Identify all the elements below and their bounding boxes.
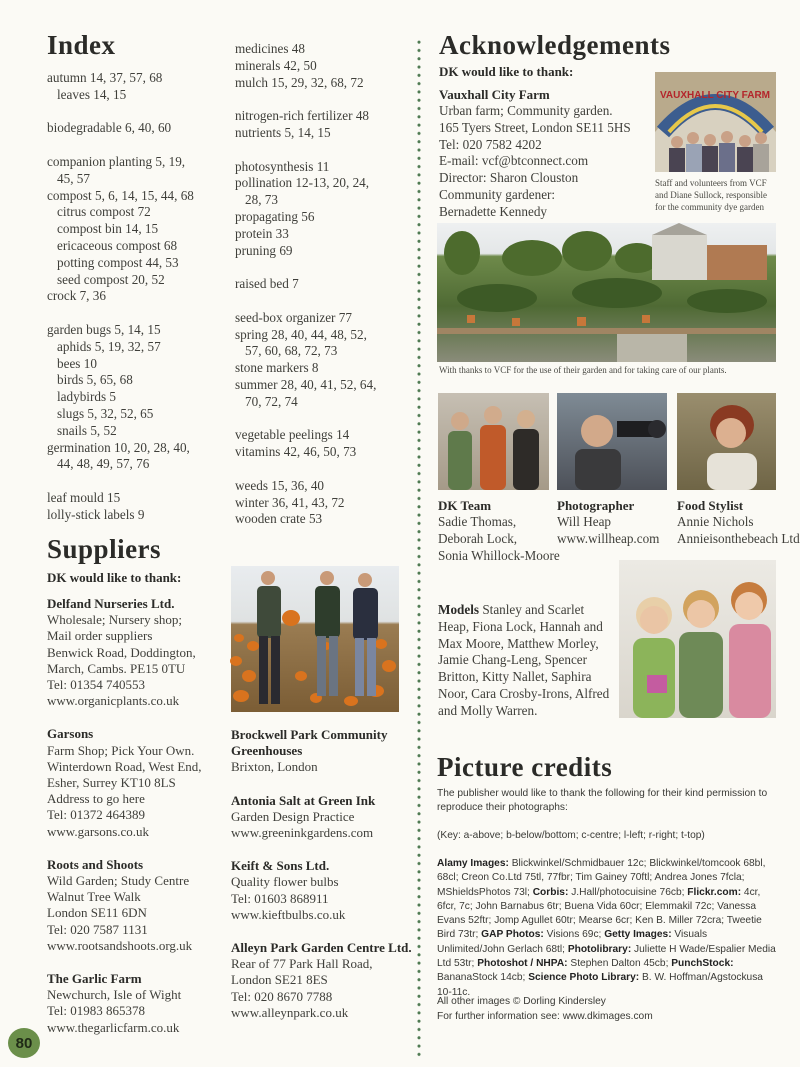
garden-photo-caption: With thanks to VCF for the use of their garden and for taking care of our plants.	[439, 365, 727, 375]
credit-text: B. W. Hoffman/Agstockusa 10-11c.	[437, 972, 763, 998]
supplier-entry	[231, 793, 413, 842]
supplier-name: Alleyn Park Garden Centre Ltd.	[231, 940, 412, 956]
credit-text: Visuals Unlimited/John Gerlach 68tl;	[437, 929, 708, 955]
food-stylist-detail: Annieisonthebeach Ltd	[677, 530, 800, 546]
supplier-detail: Tel: 020 8670 7788	[231, 988, 333, 1004]
credit-text: Juliette H Wade/Espalier Media Ltd 53tr;	[437, 943, 776, 970]
suppliers-right-column	[231, 727, 413, 1038]
index-entry: pruning 69	[235, 242, 293, 258]
supplier-detail: www.organicplants.co.uk	[47, 693, 180, 709]
dk-team-title: DK Team	[438, 498, 492, 513]
dk-team-credit	[438, 498, 560, 564]
index-column-2	[235, 41, 376, 528]
index-entry: medicines 48	[235, 41, 305, 56]
supplier-detail: Brixton, London	[231, 759, 318, 775]
index-spacer	[235, 259, 376, 276]
index-spacer	[235, 91, 376, 108]
index-spacer	[235, 142, 376, 159]
credit-source: Science Photo Library:	[528, 972, 640, 984]
index-entry: summer 28, 40, 41, 52, 64,	[235, 376, 377, 392]
supplier-name: Roots and Shoots	[47, 856, 144, 872]
dk-team-member: Sonia Whillock-Moore	[438, 547, 560, 563]
models-text: Stanley and Scarlet Heap, Fiona Lock, Hannah and Max Moore, Matthew Morley, Jamie Chang-Leng, Spencer Britton, Kitty Nallet, Saphira Noor, Cara Crosby-Irons, Alfred and Molly Warren.	[438, 602, 610, 718]
index-subentry: 44, 48, 49, 57, 76	[57, 456, 150, 472]
supplier-entry	[231, 858, 413, 923]
pumpkin-farm-photo	[231, 566, 399, 712]
credit-text: Blickwinkel/Schmidbauer 12c; Blickwinkel/tomcook 68bl, 68cl; Creon Co.Ltd 75tl, 77fbr; Tim Gainey 70ftl; Andrea Jones 7fcla; MShieldsPhotos 73l;	[437, 858, 766, 898]
supplier-detail: Address to go here	[47, 791, 145, 807]
vcf-detail-line: Urban farm; Community garden.	[439, 103, 613, 118]
supplier-detail: Tel: 020 7587 1131	[47, 921, 148, 937]
supplier-detail: Tel: 01983 865378	[47, 1003, 146, 1019]
supplier-entry	[231, 940, 413, 1021]
vcf-name: Vauxhall City Farm	[439, 87, 550, 102]
index-column-1	[47, 70, 194, 524]
suppliers-left-column	[47, 596, 227, 1053]
index-entry: germination 10, 20, 28, 40,	[47, 439, 190, 455]
supplier-detail: London SE21 8ES	[231, 972, 328, 988]
index-entry: pollination 12-13, 20, 24,	[235, 175, 370, 191]
credit-source: GAP Photos:	[481, 929, 544, 941]
credits-intro: The publisher would like to thank the following for their kind permission to reproduce their photographs:	[437, 788, 768, 814]
index-entry: propagating 56	[235, 208, 315, 224]
index-entry: lolly-stick labels 9	[47, 506, 145, 522]
credit-source: Corbis:	[532, 886, 569, 898]
index-entry: minerals 42, 50	[235, 57, 317, 73]
index-subentry: birds 5, 65, 68	[57, 372, 133, 388]
suppliers-thanks: DK would like to thank:	[47, 570, 182, 585]
vcf-photo-caption: Staff and volunteers from VCF and Diane Sullock, responsible for the community dye garden	[655, 178, 767, 212]
supplier-detail: Garden Design Practice	[231, 808, 355, 824]
credits-key: (Key: a-above; b-below/bottom; c-centre; l-left; r-right; t-top)	[437, 830, 705, 841]
index-subentry: aphids 5, 19, 32, 57	[57, 338, 161, 354]
credit-text: 4cr, 6fcr, 7c; John Barnabus 6tr; Buena Vida 60cr; Elemmakil 72c; Vanessa Evans 52ftr; Jomp Agullet 60tr; Mearse 6cr; Ken B. Miller 72cra; Tweetie Bird 73tr;	[437, 886, 762, 941]
index-spacer	[47, 305, 194, 322]
supplier-detail: www.kieftbulbs.co.uk	[231, 906, 346, 922]
food-stylist-photo	[677, 393, 776, 490]
supplier-detail: Winterdown Road, West End,	[47, 758, 202, 774]
index-entry: vegetable peelings 14	[235, 427, 350, 443]
credit-text: BananaStock 14cb;	[437, 972, 529, 984]
acknowledgements-title: Acknowledgements	[439, 30, 671, 60]
index-subentry: 70, 72, 74	[245, 393, 298, 409]
community-garden-photo	[437, 223, 776, 362]
index-spacer	[47, 473, 194, 490]
index-subentry: potting compost 44, 53	[57, 254, 179, 270]
supplier-detail: Quality flower bulbs	[231, 874, 339, 890]
supplier-detail: London SE11 6DN	[47, 905, 147, 921]
index-subentry: bees 10	[57, 355, 97, 371]
credit-source: Photolibrary:	[567, 943, 632, 955]
photographer-credit	[557, 498, 672, 548]
supplier-detail: Tel: 01372 464389	[47, 807, 146, 823]
index-spacer	[47, 104, 194, 121]
supplier-detail: Wholesale; Nursery shop;	[47, 612, 183, 628]
supplier-name: Delfand Nurseries Ltd.	[47, 596, 175, 611]
supplier-entry	[47, 857, 227, 954]
vcf-detail-line: Tel: 020 7582 4202	[439, 136, 542, 152]
index-entry: leaf mould 15	[47, 489, 121, 505]
supplier-detail: Mail order suppliers	[47, 628, 153, 644]
index-subentry: 28, 73	[245, 192, 278, 208]
index-title: Index	[47, 30, 116, 60]
photographer-detail: www.willheap.com	[557, 530, 660, 546]
supplier-entry	[47, 971, 227, 1036]
index-entry: raised bed 7	[235, 276, 299, 292]
credit-source: Flickr.com:	[687, 886, 742, 898]
supplier-detail: Newchurch, Isle of Wight	[47, 987, 182, 1003]
picture-credits-title: Picture credits	[437, 752, 613, 782]
index-subentry: seed compost 20, 52	[57, 271, 165, 287]
vcf-detail-line: Director: Sharon Clouston	[439, 170, 579, 186]
index-entry: winter 36, 41, 43, 72	[235, 494, 345, 510]
index-subentry: compost bin 14, 15	[57, 221, 159, 237]
models-children-photo	[619, 560, 776, 718]
supplier-detail: www.thegarlicfarm.co.uk	[47, 1019, 180, 1035]
index-entry: biodegradable 6, 40, 60	[47, 120, 172, 136]
dk-team-member: Sadie Thomas,	[438, 514, 517, 529]
supplier-detail: Wild Garden; Study Centre	[47, 873, 190, 889]
supplier-detail: Rear of 77 Park Hall Road,	[231, 956, 373, 972]
credit-source: Photoshot / NHPA:	[477, 958, 568, 970]
dk-team-photo	[438, 393, 549, 490]
food-stylist-title: Food Stylist	[677, 498, 744, 513]
supplier-entry	[231, 727, 413, 776]
supplier-detail: Tel: 01603 868911	[231, 890, 329, 906]
dk-team-member: Deborah Lock,	[438, 530, 518, 546]
food-stylist-credit	[677, 498, 800, 548]
credits-footer-copyright: All other images © Dorling Kindersley	[437, 996, 606, 1007]
credits-list	[437, 857, 776, 1000]
credit-source: Getty Images:	[604, 929, 672, 941]
index-entry: spring 28, 40, 44, 48, 52,	[235, 326, 367, 342]
index-spacer	[235, 293, 376, 310]
vcf-details	[439, 103, 654, 221]
index-subentry: ladybirds 5	[57, 389, 116, 405]
credit-text: Visions 69c;	[543, 929, 605, 941]
photographer-title: Photographer	[557, 498, 635, 513]
supplier-detail: Benwick Road, Doddington,	[47, 644, 196, 660]
index-entry: nutrients 5, 14, 15	[235, 124, 331, 140]
index-subentry: citrus compost 72	[57, 204, 151, 220]
credit-text: Stephen Dalton 45cb;	[567, 958, 672, 970]
index-subentry: slugs 5, 32, 52, 65	[57, 405, 154, 421]
vcf-sign-text: VAUXHALL CITY FARM	[659, 90, 771, 101]
credit-text: J.Hall/photocuisine 76cb;	[568, 886, 688, 898]
photographer-photo	[557, 393, 667, 490]
vcf-staff-photo	[655, 72, 776, 172]
index-entry: mulch 15, 29, 32, 68, 72	[235, 74, 364, 90]
page-number: 80	[8, 1028, 40, 1058]
index-subentry: snails 5, 52	[57, 422, 117, 438]
credits-footer-url: For further information see: www.dkimages.com	[437, 1011, 653, 1022]
index-entry: seed-box organizer 77	[235, 309, 352, 325]
supplier-name: The Garlic Farm	[47, 971, 142, 987]
models-label: Models	[438, 602, 480, 617]
index-entry: protein 33	[235, 225, 289, 241]
index-entry: vitamins 42, 46, 50, 73	[235, 444, 357, 460]
supplier-name: Keift & Sons Ltd.	[231, 858, 330, 874]
credit-source: Alamy Images:	[437, 858, 509, 869]
suppliers-title: Suppliers	[47, 534, 162, 564]
supplier-detail: Esher, Surrey KT10 8LS	[47, 775, 176, 791]
supplier-detail: Walnut Tree Walk	[47, 889, 141, 905]
index-entry: photosynthesis 11	[235, 158, 330, 174]
photographer-detail: Will Heap	[557, 514, 612, 529]
supplier-detail: Farm Shop; Pick Your Own.	[47, 742, 195, 758]
index-subentry: leaves 14, 15	[57, 86, 127, 102]
supplier-detail: www.greeninkgardens.com	[231, 825, 374, 841]
vcf-detail-line: Bernadette Kennedy	[439, 203, 548, 219]
supplier-detail: www.rootsandshoots.org.uk	[47, 937, 193, 953]
ack-thanks: DK would like to thank:	[439, 64, 574, 79]
vcf-detail-line: Community gardener:	[439, 186, 556, 202]
index-entry: garden bugs 5, 14, 15	[47, 321, 161, 337]
index-entry: crock 7, 36	[47, 288, 106, 304]
index-entry: weeds 15, 36, 40	[235, 477, 325, 493]
index-spacer	[235, 461, 376, 478]
index-entry: stone markers 8	[235, 360, 319, 376]
supplier-detail: www.garsons.co.uk	[47, 823, 150, 839]
column-divider	[417, 38, 421, 1058]
index-spacer	[47, 137, 194, 154]
credit-source: PunchStock:	[671, 958, 734, 970]
index-spacer	[235, 411, 376, 428]
index-entry: compost 5, 6, 14, 15, 44, 68	[47, 187, 194, 203]
supplier-detail: Tel: 01354 740553	[47, 677, 146, 693]
index-subentry: 45, 57	[57, 170, 90, 186]
supplier-name: Antonia Salt at Green Ink	[231, 792, 376, 808]
supplier-name: Garsons	[47, 726, 94, 742]
index-subentry: ericaceous compost 68	[57, 237, 178, 253]
index-entry: nitrogen-rich fertilizer 48	[235, 108, 370, 124]
index-subentry: 57, 60, 68, 72, 73	[245, 343, 338, 359]
supplier-entry	[47, 726, 227, 839]
vcf-detail-line: E-mail: vcf@btconnect.com	[439, 153, 589, 169]
index-entry: wooden crate 53	[235, 511, 323, 527]
vcf-detail-line: 165 Tyers Street, London SE11 5HS	[439, 119, 631, 135]
food-stylist-detail: Annie Nichols	[677, 514, 754, 529]
supplier-name: Brockwell Park Community Greenhouses	[231, 727, 388, 759]
supplier-detail: www.alleynpark.co.uk	[231, 1004, 349, 1020]
index-entry: companion planting 5, 19,	[47, 153, 186, 169]
index-entry: autumn 14, 37, 57, 68	[47, 70, 163, 85]
models-credit	[438, 602, 613, 720]
supplier-entry	[47, 596, 227, 709]
supplier-detail: March, Cambs. PE15 0TU	[47, 660, 186, 676]
